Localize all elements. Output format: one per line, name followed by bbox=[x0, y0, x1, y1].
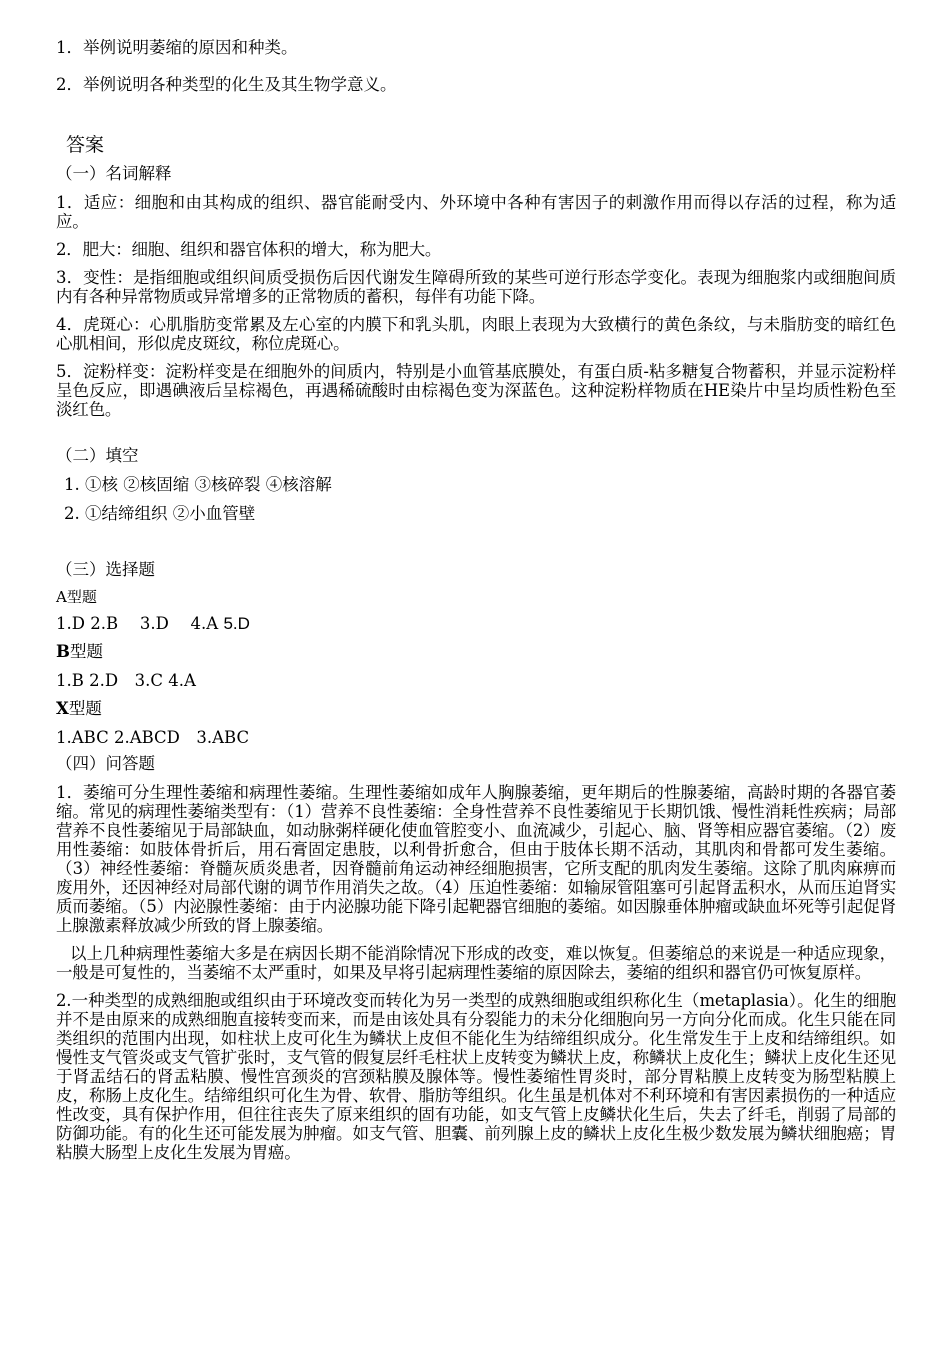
type-a-answer-text: 1.D 2.B 3.D 4.A bbox=[56, 614, 219, 633]
definition-item: 2．肥大：细胞、组织和器官体积的增大，称为肥大。 bbox=[56, 240, 442, 259]
section-2-title: （二）填空 bbox=[56, 446, 139, 465]
type-x-suffix: 型题 bbox=[68, 699, 102, 718]
definition-item: 4．虎斑心：心肌脂肪变常累及左心室的内膜下和乳头肌，肉眼上表现为大致横行的黄色条纹，与未脂肪变的暗红色心肌相间，形似虎皮斑纹，称位虎斑心。 bbox=[56, 315, 896, 353]
type-b-letter: B bbox=[56, 642, 70, 661]
section-1-title: （一）名词解释 bbox=[56, 164, 172, 183]
type-x-answers: 1.ABC 2.ABCD 3.ABC bbox=[56, 728, 250, 747]
question-2: 2．举例说明各种类型的化生及其生物学意义。 bbox=[56, 75, 397, 94]
type-x-label bbox=[56, 699, 102, 718]
type-b-suffix: 型题 bbox=[69, 642, 103, 661]
answer-heading: 答案 bbox=[66, 134, 105, 156]
type-x-letter: X bbox=[56, 699, 69, 718]
question-1: 1．举例说明萎缩的原因和种类。 bbox=[56, 38, 298, 57]
answer-1-paragraph-1: 1．萎缩可分生理性萎缩和病理性萎缩。生理性萎缩如成年人胸腺萎缩，更年期后的性腺萎缩，高龄时期的各器官萎缩。常见的病理性萎缩类型有：（1）营养不良性萎缩：全身性营养不良性萎缩见于长期饥饿、慢性消耗性疾病；局部营养不良性萎缩见于局部缺血，如动脉粥样硬化使血管腔变小、血流减少，引起心、脑、肾等相应器官萎缩。（2）废用性萎缩：如肢体骨折后，用石膏固定患肢，以利骨折愈合，但由于肢体长期不活动，其肌肉和骨都可发生萎缩。（3）神经性萎缩：脊髓灰质炎患者，因脊髓前角运动神经细胞损害，它所支配的肌肉发生萎缩。这除了肌肉麻痹而废用外，还因神经对局部代谢的调节作用消失之故。（4）压迫性萎缩：如输尿管阻塞可引起肾盂积水，从而压迫肾实质而萎缩。（5）内泌腺性萎缩：由于内泌腺功能下降引起靶器官细胞的萎缩。如因腺垂体肿瘤或缺血坏死等引起促肾上腺激素释放减少所致的肾上腺萎缩。 bbox=[56, 783, 896, 935]
section-1-list bbox=[56, 193, 896, 419]
type-b-label bbox=[56, 642, 103, 661]
fill-item: 1. ①核 ②核固缩 ③核碎裂 ④核溶解 bbox=[64, 475, 332, 494]
definition-item: 1．适应：细胞和由其构成的组织、器官能耐受内、外环境中各种有害因子的刺激作用而得以存活的过程，称为适应。 bbox=[56, 193, 896, 231]
section-3-title: （三）选择题 bbox=[56, 560, 155, 579]
answer-1-paragraph-2: 以上几种病理性萎缩大多是在病因长期不能消除情况下形成的改变，难以恢复。但萎缩总的来说是一种适应现象，一般是可复性的，当萎缩不太严重时，如果及早将引起病理性萎缩的原因除去，萎缩的组织和器官仍可恢复原样。 bbox=[56, 944, 896, 982]
type-a-answer-last: 5.D bbox=[223, 614, 250, 633]
section-4-body bbox=[56, 783, 896, 1162]
type-b-answers: 1.B 2.D 3.C 4.A bbox=[56, 671, 196, 690]
type-a-answers bbox=[56, 614, 250, 633]
answer-2-paragraph: 2.一种类型的成熟细胞或组织由于环境改变而转化为另一类型的成熟细胞或组织称化生（metaplasia）。化生的细胞并不是由原来的成熟细胞直接转变而来，而是由该处具有分裂能力的未分化细胞向另一方向分化而成。化生只能在同类组织的范围内出现，如柱状上皮可化生为鳞状上皮但不能化生为结缔组织成分。化生常发生于上皮和结缔组织。如慢性支气管炎或支气管扩张时，支气管的假复层纤毛柱状上皮转变为鳞状上皮，称鳞状上皮化生；鳞状上皮化生还见于肾盂结石的肾盂粘膜、慢性宫颈炎的宫颈粘膜及腺体等。慢性萎缩性胃炎时，部分胃粘膜上皮转变为肠型粘膜上皮，称肠上皮化生。结缔组织可化生为骨、软骨、脂肪等组织。化生虽是机体对不利环境和有害因素损伤的一种适应性改变，具有保护作用，但往往丧失了原来组织的固有功能，如支气管上皮鳞状化生后，失去了纤毛，削弱了局部的防御功能。有的化生还可能发展为肿瘤。如支气管、胆囊、前列腺上皮的鳞状上皮化生极少数发展为鳞状细胞癌；胃粘膜大肠型上皮化生发展为胃癌。 bbox=[56, 991, 896, 1162]
definition-item: 3．变性：是指细胞或组织间质受损伤后因代谢发生障碍所致的某些可逆行形态学变化。表现为细胞浆内或细胞间质内有各种异常物质或异常增多的正常物质的蓄积，每伴有功能下降。 bbox=[56, 268, 896, 306]
fill-item: 2. ①结缔组织 ②小血管壁 bbox=[64, 504, 256, 523]
section-4-title: （四）问答题 bbox=[56, 754, 155, 773]
type-a-label: A型题 bbox=[56, 588, 97, 606]
definition-item: 5．淀粉样变：淀粉样变是在细胞外的间质内，特别是小血管基底膜处，有蛋白质-粘多糖复合物蓄积，并显示淀粉样呈色反应，即遇碘液后呈棕褐色，再遇稀硫酸时由棕褐色变为深蓝色。这种淀粉样物质在HE染片中呈均质性粉色至淡红色。 bbox=[56, 362, 896, 419]
